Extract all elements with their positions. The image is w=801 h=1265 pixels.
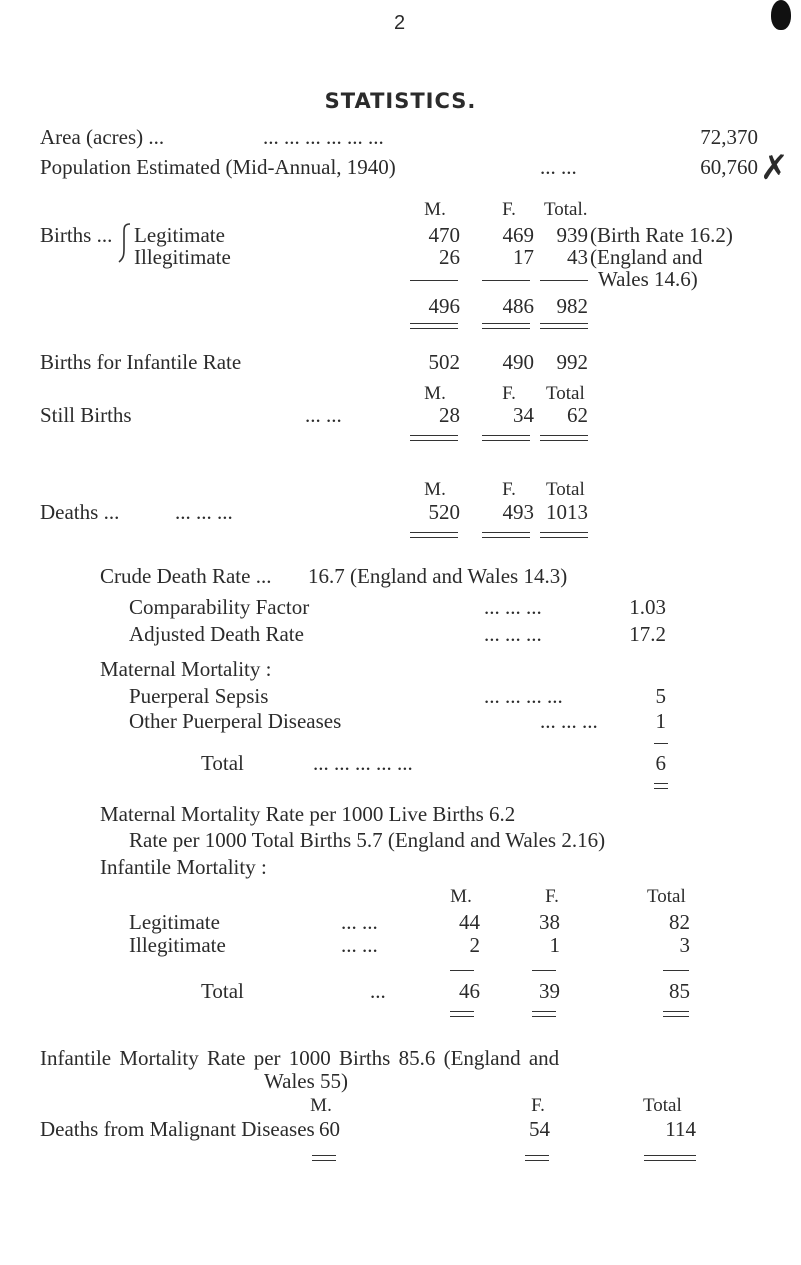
infantile-total-label: Total	[201, 979, 244, 1003]
malignant-m: 60	[319, 1117, 340, 1141]
comparability-dots: ... ... ...	[484, 595, 542, 619]
infantile-header-total: Total	[647, 886, 686, 907]
births-total-f: 486	[502, 294, 534, 318]
still-births-label: Still Births	[40, 403, 132, 427]
deaths-f: 493	[502, 500, 534, 524]
still-header-f: F.	[502, 383, 516, 404]
divider	[663, 970, 689, 971]
births-total-total: 982	[556, 294, 588, 318]
deaths-header-total: Total	[546, 479, 585, 500]
divider	[532, 970, 556, 971]
adjusted-value: 17.2	[629, 622, 666, 646]
double-rule	[525, 1155, 549, 1161]
double-rule	[482, 435, 530, 441]
deaths-dots: ... ... ...	[175, 500, 233, 524]
double-rule	[450, 1011, 474, 1017]
divider	[540, 280, 588, 281]
infantile-total-m: 46	[459, 979, 480, 1003]
malignant-total: 114	[665, 1117, 696, 1141]
area-label: Area (acres) ...	[40, 125, 165, 149]
malignant-header-total: Total	[643, 1095, 682, 1116]
deaths-header-f: F.	[502, 479, 516, 500]
infantile-total-f: 39	[539, 979, 560, 1003]
infantile-births-total: 992	[556, 350, 588, 374]
births-header-f: F.	[502, 199, 516, 220]
double-rule	[540, 532, 588, 538]
sepsis-label: Puerperal Sepsis	[129, 684, 269, 708]
infantile-legit-f: 38	[539, 910, 560, 934]
infantile-legit-total: 82	[669, 910, 690, 934]
births-header-total: Total.	[544, 199, 588, 220]
page-number: 2	[394, 12, 406, 34]
infantile-illegit-dots: ... ...	[341, 933, 378, 957]
infantile-illegit-total: 3	[679, 933, 690, 957]
deaths-total: 1013	[546, 500, 588, 524]
page-title: STATISTICS.	[324, 89, 477, 113]
maternal-total-dots: ... ... ... ... ...	[313, 751, 413, 775]
divider	[450, 970, 474, 971]
area-value: 72,370	[700, 125, 758, 149]
infantile-header-m: M.	[450, 886, 472, 907]
adjusted-label: Adjusted Death Rate	[129, 622, 304, 646]
infantile-illegit-m: 2	[469, 933, 480, 957]
births-illegit-f: 17	[513, 245, 534, 269]
malignant-header-f: F.	[531, 1095, 545, 1116]
malignant-f: 54	[529, 1117, 550, 1141]
other-puerperal-value: 1	[655, 709, 666, 733]
deaths-m: 520	[428, 500, 460, 524]
comparability-label: Comparability Factor	[129, 595, 310, 619]
still-header-total: Total	[546, 383, 585, 404]
maternal-total-value: 6	[655, 751, 666, 775]
double-rule	[532, 1011, 556, 1017]
divider	[654, 743, 668, 744]
adjusted-dots: ... ... ...	[484, 622, 542, 646]
still-births-total: 62	[567, 403, 588, 427]
births-legit-label: Legitimate	[134, 223, 225, 247]
still-births-f: 34	[513, 403, 534, 427]
malignant-label: Deaths from Malignant Diseases	[40, 1117, 315, 1141]
double-rule	[312, 1155, 336, 1161]
double-rule	[410, 435, 458, 441]
infantile-births-f: 490	[502, 350, 534, 374]
comparability-value: 1.03	[629, 595, 666, 619]
malignant-header-m: M.	[310, 1095, 332, 1116]
infantile-total-dots: ...	[370, 979, 386, 1003]
still-births-dots: ... ...	[305, 403, 342, 427]
crude-death-value: 16.7 (England and Wales 14.3)	[308, 564, 568, 588]
population-value: 60,760	[700, 155, 758, 179]
deaths-header-m: M.	[424, 479, 446, 500]
still-header-m: M.	[424, 383, 446, 404]
maternal-label: Maternal Mortality :	[100, 657, 272, 681]
double-rule	[540, 435, 588, 441]
infantile-legit-m: 44	[459, 910, 480, 934]
sepsis-dots: ... ... ... ...	[484, 684, 563, 708]
births-legit-m: 470	[428, 223, 460, 247]
infantile-legit-dots: ... ...	[341, 910, 378, 934]
double-rule	[540, 323, 588, 329]
birth-rate-note: (Birth Rate 16.2)	[590, 223, 733, 247]
births-illegit-label: Illegitimate	[134, 245, 231, 269]
population-label: Population Estimated (Mid-Annual, 1940)	[40, 155, 396, 179]
england-wales-note-cont: Wales 14.6)	[598, 267, 698, 291]
double-rule	[644, 1155, 696, 1161]
double-rule	[410, 323, 458, 329]
infantile-births-label: Births for Infantile Rate	[40, 350, 242, 374]
maternal-rate-total: Rate per 1000 Total Births 5.7 (England and Wales 2.16)	[129, 828, 606, 852]
births-legit-f: 469	[502, 223, 534, 247]
infantile-illegit-label: Illegitimate	[129, 933, 226, 957]
double-rule	[482, 532, 530, 538]
infantile-label: Infantile Mortality :	[100, 855, 267, 879]
births-illegit-m: 26	[439, 245, 460, 269]
maternal-total-label: Total	[201, 751, 244, 775]
infantile-total-total: 85	[669, 979, 690, 1003]
births-total-m: 496	[428, 294, 460, 318]
england-wales-note: (England and	[590, 245, 703, 269]
births-legit-total: 939	[556, 223, 588, 247]
infantile-rate-line1: Infantile Mortality Rate per 1000 Births 85.6 (England and	[40, 1046, 560, 1070]
deaths-label: Deaths ...	[40, 500, 120, 524]
infantile-header-f: F.	[545, 886, 559, 907]
births-label: Births ...	[40, 223, 113, 247]
double-rule	[482, 323, 530, 329]
double-rule	[654, 783, 668, 789]
maternal-rate: Maternal Mortality Rate per 1000 Live Births 6.2	[100, 802, 516, 826]
brace-icon	[116, 222, 134, 266]
sepsis-value: 5	[655, 684, 666, 708]
double-rule	[410, 532, 458, 538]
handwritten-tick-mark: ✗	[760, 148, 789, 188]
infantile-legit-label: Legitimate	[129, 910, 220, 934]
double-rule	[663, 1011, 689, 1017]
divider	[410, 280, 458, 281]
crude-death-label: Crude Death Rate ...	[100, 564, 272, 588]
divider	[482, 280, 530, 281]
population-dots: ... ...	[540, 155, 577, 179]
infantile-births-m: 502	[428, 350, 460, 374]
area-dots: ... ... ... ... ... ...	[263, 125, 384, 149]
other-puerperal-label: Other Puerperal Diseases	[129, 709, 342, 733]
still-births-m: 28	[439, 403, 460, 427]
births-illegit-total: 43	[567, 245, 588, 269]
infantile-rate-line2: Wales 55)	[264, 1069, 349, 1093]
infantile-illegit-f: 1	[549, 933, 560, 957]
ink-blot-mark	[771, 0, 791, 30]
births-header-m: M.	[424, 199, 446, 220]
other-puerperal-dots: ... ... ...	[540, 709, 598, 733]
